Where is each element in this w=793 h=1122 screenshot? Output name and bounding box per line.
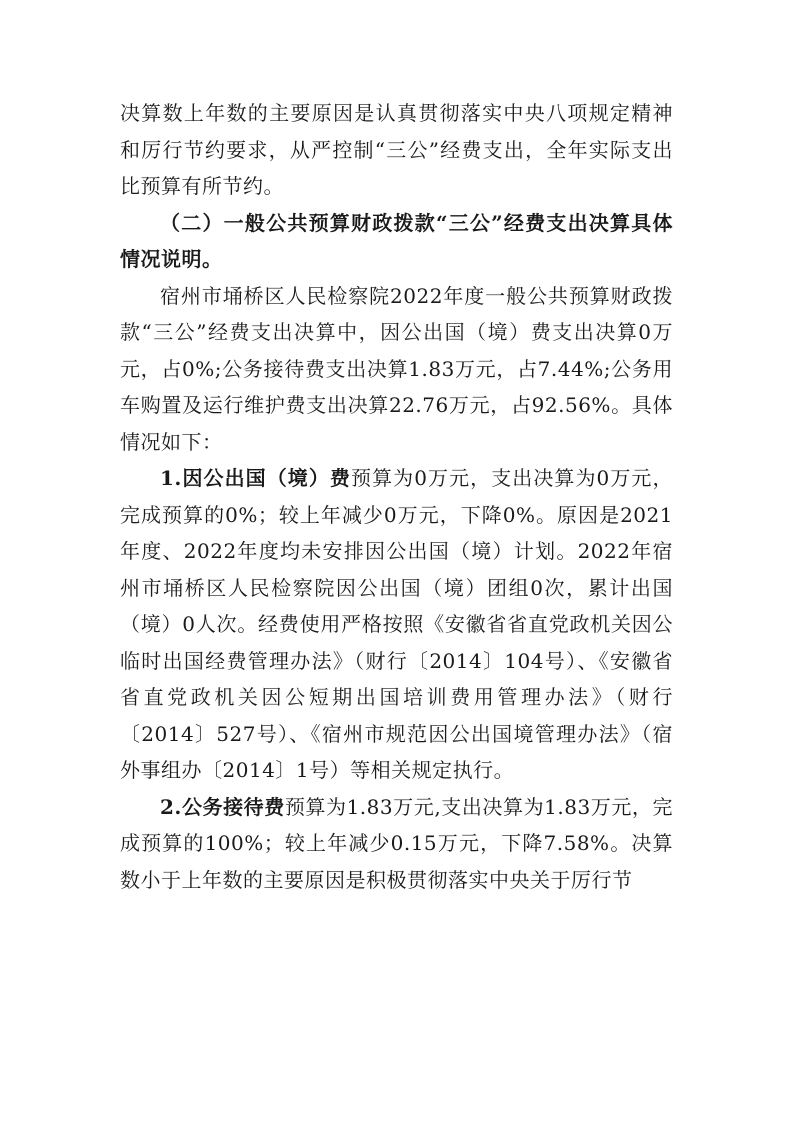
item-1-text: 预算为0万元，支出决算为0万元，完成预算的0%；较上年减少0万元，下降0%。原因是2021年度、2022年度均未安排因公出国（境）计划。2022年宿州市埇桥区人民检察院因公出国（境）团组0次，累计出国（境）0人次。经费使用严格按照《安徽省省直党政机关因公临时出国经费管理办法》（财行〔2014〕104号）、《安徽省省直党政机关因公短期出国培训费用管理办法》（财行〔2014〕527号）、《宿州市规范因公出国境管理办法》（宿外事组办〔2014〕1号）等相关规定执行。: [120, 466, 673, 782]
item-2-label: 2.公务接待费: [160, 794, 285, 819]
item-1-label: 1.因公出国（境）费: [160, 466, 351, 490]
document-page: [120, 95, 673, 898]
paragraph-overview: 宿州市埇桥区人民检察院2022年度一般公共预算财政拨款“三公”经费支出决算中，因公出国（境）费支出决算0万元，占0%;公务接待费支出决算1.83万元，占7.44%;公务用车购置及运行维护费支出决算22.76万元，占92.56%。具体情况如下：: [120, 283, 673, 454]
paragraph-item-2: [120, 789, 673, 899]
paragraph-item-1: [120, 460, 673, 789]
section-heading-2: （二）一般公共预算财政拨款“三公”经费支出决算具体情况说明。: [120, 210, 673, 271]
item-2-text: 预算为1.83万元,支出决算为1.83万元，完成预算的100%；较上年减少0.15万元，下降7.58%。决算数小于上年数的主要原因是积极贯彻落实中央关于厉行节: [120, 794, 673, 892]
paragraph-savings-reason: 决算数上年数的主要原因是认真贯彻落实中央八项规定精神和厉行节约要求，从严控制“三公”经费支出，全年实际支出比预算有所节约。: [120, 101, 673, 198]
